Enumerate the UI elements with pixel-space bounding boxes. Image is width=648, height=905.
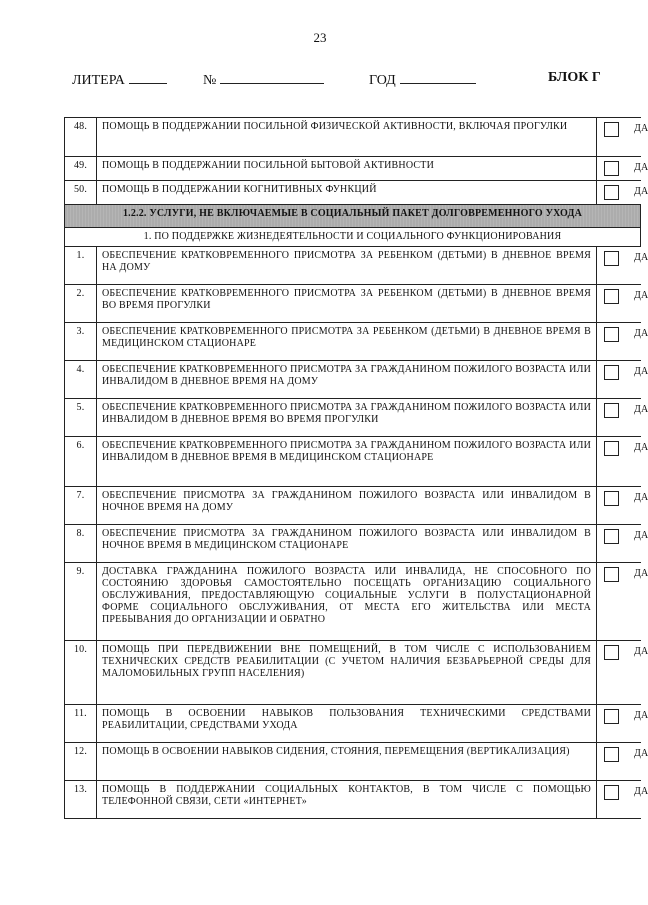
table-row xyxy=(65,525,641,563)
answer-cell xyxy=(597,563,648,641)
litera-input-line[interactable] xyxy=(129,70,167,84)
table-row xyxy=(65,247,641,285)
subsection-title: 1. ПО ПОДДЕРЖКЕ ЖИЗНЕДЕЯТЕЛЬНОСТИ И СОЦИАЛЬНОГО ФУНКЦИОНИРОВАНИЯ xyxy=(65,228,641,247)
answer-cell xyxy=(597,118,648,157)
row-text: ДОСТАВКА ГРАЖДАНИНА ПОЖИЛОГО ВОЗРАСТА ИЛИ ИНВАЛИДА, НЕ СПОСОБНОГО ПО СОСТОЯНИЮ ЗДОРОВЬЯ САМОСТОЯТЕЛЬНО ПОСЕЩАТЬ ОРГАНИЗАЦИЮ СОЦИАЛЬНОГО ОБСЛУЖИВАНИЯ, ПРЕДОСТАВЛЯЮЩУЮ СОЦИАЛЬНЫЕ УСЛУГИ В ПОЛУСТАЦИОНАРНОЙ ФОРМЕ СОЦИАЛЬНОГО ОБСЛУЖИВАНИЯ, ОТ МЕСТА ЕГО ЖИТЕЛЬСТВА ИЛИ МЕСТА ПРЕБЫВАНИЯ ДО ОРГАНИЗАЦИИ И ОБРАТНО xyxy=(97,563,597,641)
yes-label: ДА xyxy=(634,328,648,339)
number-input-line[interactable] xyxy=(220,70,324,84)
row-number: 49. xyxy=(65,157,97,181)
row-number: 7. xyxy=(65,487,97,525)
yes-label: ДА xyxy=(634,786,648,797)
table-row xyxy=(65,563,641,641)
yes-checkbox[interactable] xyxy=(604,122,619,137)
row-number: 8. xyxy=(65,525,97,563)
answer-cell xyxy=(597,157,648,181)
yes-checkbox[interactable] xyxy=(604,491,619,506)
yes-checkbox[interactable] xyxy=(604,327,619,342)
yes-label: ДА xyxy=(634,568,648,579)
answer-cell xyxy=(597,781,648,819)
yes-checkbox[interactable] xyxy=(604,567,619,582)
row-text: ОБЕСПЕЧЕНИЕ ПРИСМОТРА ЗА ГРАЖДАНИНОМ ПОЖИЛОГО ВОЗРАСТА ИЛИ ИНВАЛИДОМ В НОЧНОЕ ВРЕМЯ В МЕДИЦИНСКОМ СТАЦИОНАРЕ xyxy=(97,525,597,563)
yes-checkbox[interactable] xyxy=(604,289,619,304)
row-number: 11. xyxy=(65,705,97,743)
table-row xyxy=(65,118,641,157)
answer-cell xyxy=(597,705,648,743)
answer-cell xyxy=(597,487,648,525)
row-text: ПОМОЩЬ В ПОДДЕРЖАНИИ СОЦИАЛЬНЫХ КОНТАКТОВ, В ТОМ ЧИСЛЕ С ПОМОЩЬЮ ТЕЛЕФОННОЙ СВЯЗИ, СЕТИ «ИНТЕРНЕТ» xyxy=(97,781,597,819)
row-text: ОБЕСПЕЧЕНИЕ КРАТКОВРЕМЕННОГО ПРИСМОТРА ЗА РЕБЕНКОМ (ДЕТЬМИ) В ДНЕВНОЕ ВРЕМЯ В МЕДИЦИНСКОМ СТАЦИОНАРЕ xyxy=(97,323,597,361)
page-number: 23 xyxy=(313,30,327,45)
yes-label: ДА xyxy=(634,710,648,721)
row-number: 50. xyxy=(65,181,97,205)
yes-checkbox[interactable] xyxy=(604,161,619,176)
row-text: ПОМОЩЬ В ПОДДЕРЖАНИИ ПОСИЛЬНОЙ ФИЗИЧЕСКОЙ АКТИВНОСТИ, ВКЛЮЧАЯ ПРОГУЛКИ xyxy=(97,118,597,157)
row-number: 48. xyxy=(65,118,97,157)
table-row xyxy=(65,437,641,487)
row-text: ОБЕСПЕЧЕНИЕ КРАТКОВРЕМЕННОГО ПРИСМОТРА ЗА РЕБЕНКОМ (ДЕТЬМИ) В ДНЕВНОЕ ВРЕМЯ НА ДОМУ xyxy=(97,247,597,285)
yes-checkbox[interactable] xyxy=(604,365,619,380)
row-text: ПОМОЩЬ ПРИ ПЕРЕДВИЖЕНИИ ВНЕ ПОМЕЩЕНИЙ, В ТОМ ЧИСЛЕ С ИСПОЛЬЗОВАНИЕМ ТЕХНИЧЕСКИХ СРЕДСТВ РЕАБИЛИТАЦИИ (С УЧЕТОМ НАЛИЧИЯ БЕЗБАРЬЕРНОЙ СРЕДЫ ДЛЯ МАЛОМОБИЛЬНЫХ ГРУПП НАСЕЛЕНИЯ) xyxy=(97,641,597,705)
year-label: ГОД xyxy=(369,73,396,88)
yes-label: ДА xyxy=(634,290,648,301)
year-field[interactable] xyxy=(369,70,476,89)
row-text: ОБЕСПЕЧЕНИЕ КРАТКОВРЕМЕННОГО ПРИСМОТРА ЗА ГРАЖДАНИНОМ ПОЖИЛОГО ВОЗРАСТА ИЛИ ИНВАЛИДОМ В ДНЕВНОЕ ВРЕМЯ ВО ВРЕМЯ ПРОГУЛКИ xyxy=(97,399,597,437)
yes-label: ДА xyxy=(634,748,648,759)
row-text: ПОМОЩЬ В ОСВОЕНИИ НАВЫКОВ ПОЛЬЗОВАНИЯ ТЕХНИЧЕСКИМИ СРЕДСТВАМИ РЕАБИЛИТАЦИИ, СРЕДСТВАМИ УХОДА xyxy=(97,705,597,743)
yes-checkbox[interactable] xyxy=(604,529,619,544)
answer-cell xyxy=(597,361,648,399)
table-row xyxy=(65,705,641,743)
row-number: 9. xyxy=(65,563,97,641)
form-header xyxy=(0,70,640,90)
row-text: ОБЕСПЕЧЕНИЕ КРАТКОВРЕМЕННОГО ПРИСМОТРА ЗА ГРАЖДАНИНОМ ПОЖИЛОГО ВОЗРАСТА ИЛИ ИНВАЛИДОМ В ДНЕВНОЕ ВРЕМЯ НА ДОМУ xyxy=(97,361,597,399)
row-number: 4. xyxy=(65,361,97,399)
row-number: 3. xyxy=(65,323,97,361)
table-row xyxy=(65,743,641,781)
yes-label: ДА xyxy=(634,123,648,134)
table-row xyxy=(65,157,641,181)
row-text: ОБЕСПЕЧЕНИЕ ПРИСМОТРА ЗА ГРАЖДАНИНОМ ПОЖИЛОГО ВОЗРАСТА ИЛИ ИНВАЛИДОМ В НОЧНОЕ ВРЕМЯ НА ДОМУ xyxy=(97,487,597,525)
yes-checkbox[interactable] xyxy=(604,185,619,200)
yes-label: ДА xyxy=(634,366,648,377)
yes-label: ДА xyxy=(634,162,648,173)
row-number: 1. xyxy=(65,247,97,285)
row-number: 5. xyxy=(65,399,97,437)
yes-checkbox[interactable] xyxy=(604,709,619,724)
table-row xyxy=(65,781,641,819)
yes-checkbox[interactable] xyxy=(604,251,619,266)
answer-cell xyxy=(597,285,648,323)
number-label: № xyxy=(203,73,217,88)
row-number: 10. xyxy=(65,641,97,705)
yes-checkbox[interactable] xyxy=(604,785,619,800)
yes-label: ДА xyxy=(634,492,648,503)
row-text: ПОМОЩЬ В ПОДДЕРЖАНИИ КОГНИТИВНЫХ ФУНКЦИЙ xyxy=(97,181,597,205)
table-row xyxy=(65,285,641,323)
table-row xyxy=(65,487,641,525)
answer-cell xyxy=(597,641,648,705)
yes-label: ДА xyxy=(634,186,648,197)
yes-label: ДА xyxy=(634,252,648,263)
answer-cell xyxy=(597,743,648,781)
section-header-row xyxy=(65,205,641,228)
table-row xyxy=(65,323,641,361)
yes-label: ДА xyxy=(634,530,648,541)
subsection-header-row xyxy=(65,228,641,247)
answer-cell xyxy=(597,323,648,361)
yes-label: ДА xyxy=(634,442,648,453)
yes-checkbox[interactable] xyxy=(604,403,619,418)
row-number: 6. xyxy=(65,437,97,487)
answer-cell xyxy=(597,437,648,487)
answer-cell xyxy=(597,247,648,285)
table-row xyxy=(65,399,641,437)
yes-checkbox[interactable] xyxy=(604,645,619,660)
yes-checkbox[interactable] xyxy=(604,441,619,456)
table-row xyxy=(65,641,641,705)
table-row xyxy=(65,181,641,205)
row-text: ОБЕСПЕЧЕНИЕ КРАТКОВРЕМЕННОГО ПРИСМОТРА ЗА ГРАЖДАНИНОМ ПОЖИЛОГО ВОЗРАСТА ИЛИ ИНВАЛИДОМ В ДНЕВНОЕ ВРЕМЯ В МЕДИЦИНСКОМ СТАЦИОНАРЕ xyxy=(97,437,597,487)
services-table xyxy=(64,117,648,819)
row-number: 2. xyxy=(65,285,97,323)
answer-cell xyxy=(597,525,648,563)
row-number: 12. xyxy=(65,743,97,781)
row-text: ПОМОЩЬ В ОСВОЕНИИ НАВЫКОВ СИДЕНИЯ, СТОЯНИЯ, ПЕРЕМЕЩЕНИЯ (ВЕРТИКАЛИЗАЦИЯ) xyxy=(97,743,597,781)
yes-label: ДА xyxy=(634,404,648,415)
answer-cell xyxy=(597,181,648,205)
litera-label: ЛИТЕРА xyxy=(72,73,125,88)
yes-checkbox[interactable] xyxy=(604,747,619,762)
year-input-line[interactable] xyxy=(400,70,476,84)
yes-label: ДА xyxy=(634,646,648,657)
row-text: ОБЕСПЕЧЕНИЕ КРАТКОВРЕМЕННОГО ПРИСМОТРА ЗА РЕБЕНКОМ (ДЕТЬМИ) В ДНЕВНОЕ ВРЕМЯ ВО ВРЕМЯ ПРОГУЛКИ xyxy=(97,285,597,323)
section-title: 1.2.2. УСЛУГИ, НЕ ВКЛЮЧАЕМЫЕ В СОЦИАЛЬНЫЙ ПАКЕТ ДОЛГОВРЕМЕННОГО УХОДА xyxy=(65,205,641,228)
litera-field[interactable] xyxy=(72,70,167,89)
row-number: 13. xyxy=(65,781,97,819)
answer-cell xyxy=(597,399,648,437)
number-field[interactable] xyxy=(203,70,324,89)
table-row xyxy=(65,361,641,399)
block-label: БЛОК Г xyxy=(548,70,601,85)
row-text: ПОМОЩЬ В ПОДДЕРЖАНИИ ПОСИЛЬНОЙ БЫТОВОЙ АКТИВНОСТИ xyxy=(97,157,597,181)
